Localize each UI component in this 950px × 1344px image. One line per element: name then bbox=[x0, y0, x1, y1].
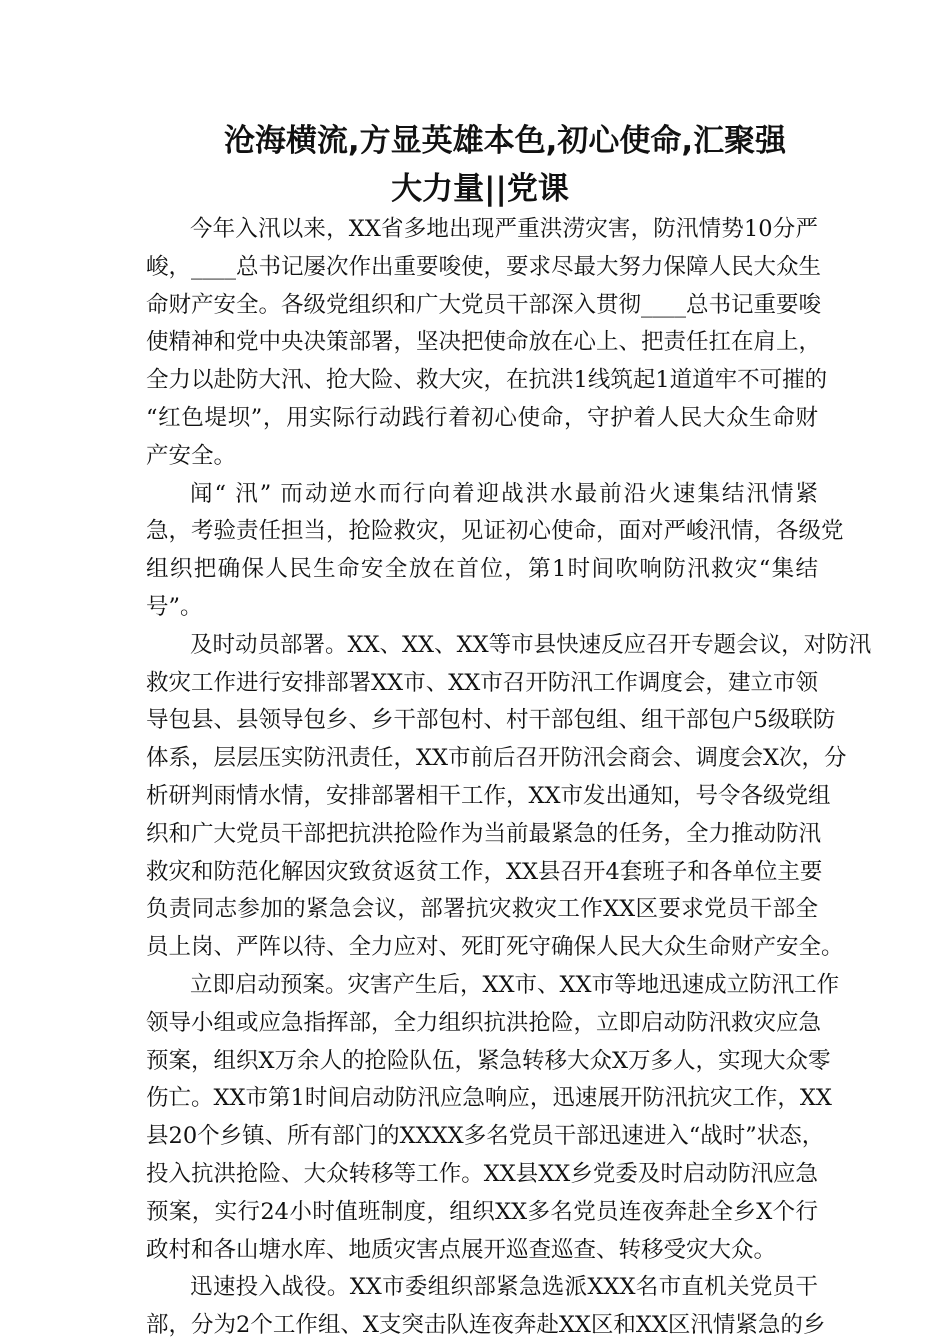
body-text-line: 峻，____总书记屡次作出重要唆使，要求尽最大努力保障人民大众生 bbox=[146, 253, 822, 280]
body-text-line: 及时动员部署。XX、XX、XX等市县快速反应召开专题会议，对防汛 bbox=[190, 631, 872, 658]
body-text-line: 预案，实行24小时值班制度，组织XX多名党员连夜奔赴全乡X个行 bbox=[146, 1198, 818, 1225]
body-text-line: 县20个乡镇、所有部门的XXXX多名党员干部迅速进入“战时”状态， bbox=[146, 1123, 825, 1150]
body-text-line: 预案，组织X万余人的抢险队伍，紧急转移大众X万多人，实现大众零 bbox=[146, 1047, 831, 1074]
body-text-line: 员上岗、严阵以待、全力应对、死盯死守确保人民大众生命财产安全。 bbox=[146, 934, 844, 961]
document-title-line-2: 大力量||党课 bbox=[391, 171, 569, 207]
body-text-line: 组织把确保人民生命安全放在首位，第1时间吹响防汛救灾“集结 bbox=[146, 556, 818, 583]
body-text-line: 今年入汛以来，XX省多地出现严重洪涝灾害，防汛情势10分严 bbox=[190, 216, 818, 242]
body-text-line: 救灾和防范化解因灾致贫返贫工作，XX县召开4套班子和各单位主要 bbox=[146, 858, 823, 885]
body-text-line: 救灾工作进行安排部署XX市、XX市召开防汛工作调度会，建立市领 bbox=[146, 669, 818, 696]
document-title-line-1: 沧海横流,方显英雄本色,初心使命,汇聚强 bbox=[223, 123, 787, 159]
body-text-line: 立即启动预案。灾害产生后，XX市、XX市等地迅速成立防汛工作 bbox=[190, 972, 840, 998]
body-text-line: 产安全。 bbox=[146, 442, 237, 469]
body-text-line: 迅速投入战役。XX市委组织部紧急选派XXX名市直机关党员干 bbox=[190, 1274, 818, 1301]
body-text-line: “红色堤坝”，用实际行动践行着初心使命，守护着人民大众生命财 bbox=[146, 405, 818, 431]
body-text-line: 领导小组或应急指挥部，全力组织抗洪抢险，立即启动防汛救灾应急 bbox=[146, 1009, 822, 1036]
body-text-line: 导包县、县领导包乡、乡干部包村、村干部包组、组干部包户5级联防 bbox=[146, 707, 836, 734]
body-text-line: 投入抗洪抢险、大众转移等工作。XX县XX乡党委及时启动防汛应急 bbox=[146, 1161, 818, 1187]
body-text-line: 全力以赴防大汛、抢大险、救大灾，在抗洪1线筑起1道道牢不可摧的 bbox=[146, 367, 828, 394]
body-text-line: 析研判雨情水情，安排部署相干工作，XX市发出通知，号令各级党组 bbox=[146, 783, 831, 809]
body-text-line: 政村和各山塘水库、地质灾害点展开巡查巡查、转移受灾大众。 bbox=[146, 1236, 777, 1263]
body-text-line: 急，考验责任担当，抢险救灾，见证初心使命，面对严峻汛情，各级党 bbox=[146, 518, 844, 545]
body-text-line: 织和广大党员干部把抗洪抢险作为当前最紧急的任务，全力推动防汛 bbox=[146, 820, 822, 847]
body-text-line: 命财产安全。各级党组织和广大党员干部深入贯彻____总书记重要唆 bbox=[146, 291, 822, 318]
body-text-line: 负责同志参加的紧急会议，部署抗灾救灾工作XX区要求党员干部全 bbox=[146, 896, 818, 923]
body-text-line: 号”。 bbox=[146, 594, 203, 620]
body-text-line: 闻“ 汛” 而动逆水而行向着迎战洪水最前沿火速集结汛情紧 bbox=[190, 480, 818, 507]
body-text-line: 伤亡。XX市第1时间启动防汛应急响应，迅速展开防汛抗灾工作，XX bbox=[146, 1085, 832, 1112]
body-text-line: 部，分为2个工作组、X支突击队连夜奔赴XX区和XX区汛情紧急的乡 bbox=[146, 1312, 826, 1339]
body-text-line: 体系，层层压实防汛责任，XX市前后召开防汛会商会、调度会X次，分 bbox=[146, 745, 847, 772]
body-text-line: 使精神和党中央决策部署，坚决把使命放在心上、把责任扛在肩上， bbox=[146, 329, 822, 356]
